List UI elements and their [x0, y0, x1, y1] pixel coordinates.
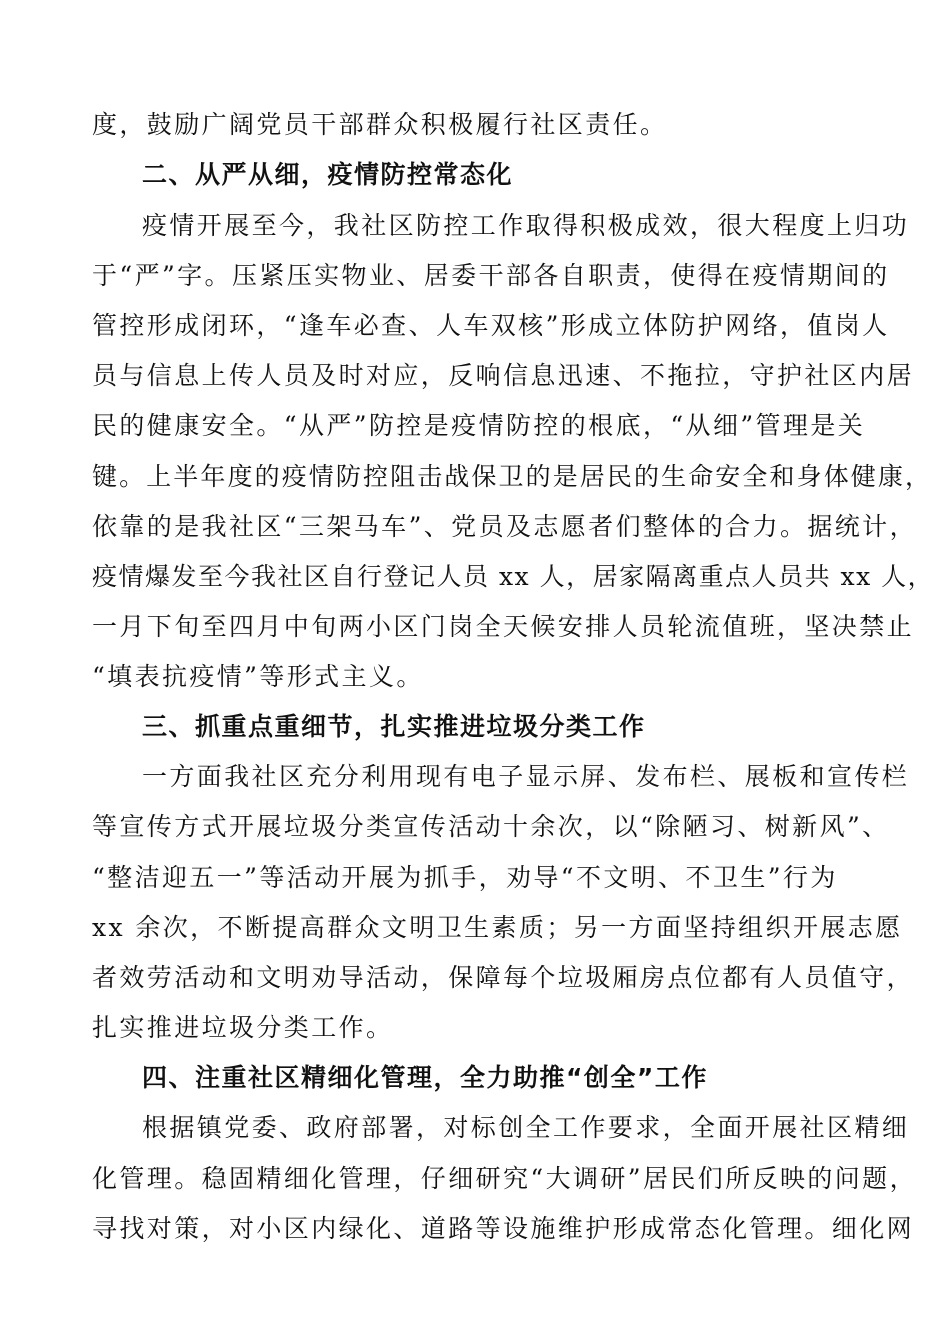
- paragraph-line: 依靠的是我社区“三架马车”、党员及志愿者们整体的合力。据统计，: [92, 512, 917, 541]
- paragraph-line: 管控形成闭环，“逢车必查、人车双核”形成立体防护网络，值岗人: [92, 311, 890, 340]
- paragraph-line: 等宣传方式开展垃圾分类宣传活动十余次，以“除陋习、树新风”、: [92, 812, 890, 841]
- paragraph-line: 民的健康安全。“从严”防控是疫情防控的根底，“从细”管理是关: [92, 411, 866, 440]
- paragraph-line: 寻找对策，对小区内绿化、道路等设施维护形成常态化管理。细化网: [92, 1214, 915, 1243]
- paragraph-line: 者效劳活动和文明劝导活动，保障每个垃圾厢房点位都有人员值守，: [92, 963, 915, 992]
- section-heading-4: 四、注重社区精细化管理，全力助推“创全”工作: [142, 1063, 708, 1092]
- paragraph-line: 于“严”字。压紧压实物业、居委干部各自职责，使得在疫情期间的: [92, 261, 890, 290]
- paragraph-line: 一方面我社区充分利用现有电子显示屏、发布栏、展板和宣传栏: [142, 762, 910, 791]
- paragraph-line: “填表抗疫情”等形式主义。: [92, 662, 424, 691]
- paragraph-line: 疫情爆发至今我社区自行登记人员 xx 人，居家隔离重点人员共 xx 人，: [92, 562, 935, 591]
- paragraph-line: 根据镇党委、政府部署，对标创全工作要求，全面开展社区精细: [142, 1113, 910, 1142]
- paragraph-line: “整洁迎五一”等活动开展为抓手，劝导“不文明、不卫生”行为: [92, 863, 838, 892]
- section-heading-3: 三、抓重点重细节，扎实推进垃圾分类工作: [142, 712, 646, 741]
- paragraph-line: 员与信息上传人员及时对应，反响信息迅速、不拖拉，守护社区内居: [92, 361, 915, 390]
- paragraph-line: 键。上半年度的疫情防控阻击战保卫的是居民的生命安全和身体健康，: [92, 462, 933, 491]
- paragraph-line: 一月下旬至四月中旬两小区门岗全天候安排人员轮流值班，坚决禁止: [92, 612, 915, 641]
- paragraph-line: 度，鼓励广阔党员干部群众积极履行社区责任。: [92, 110, 668, 139]
- paragraph-line: xx 余次，不断提高群众文明卫生素质；另一方面坚持组织开展志愿: [92, 913, 903, 942]
- paragraph-line: 化管理。稳固精细化管理，仔细研究“大调研”居民们所反映的问题，: [92, 1164, 917, 1193]
- paragraph-line: 疫情开展至今，我社区防控工作取得积极成效，很大程度上归功: [142, 211, 910, 240]
- section-heading-2: 二、从严从细，疫情防控常态化: [142, 160, 514, 189]
- paragraph-line: 扎实推进垃圾分类工作。: [92, 1013, 394, 1042]
